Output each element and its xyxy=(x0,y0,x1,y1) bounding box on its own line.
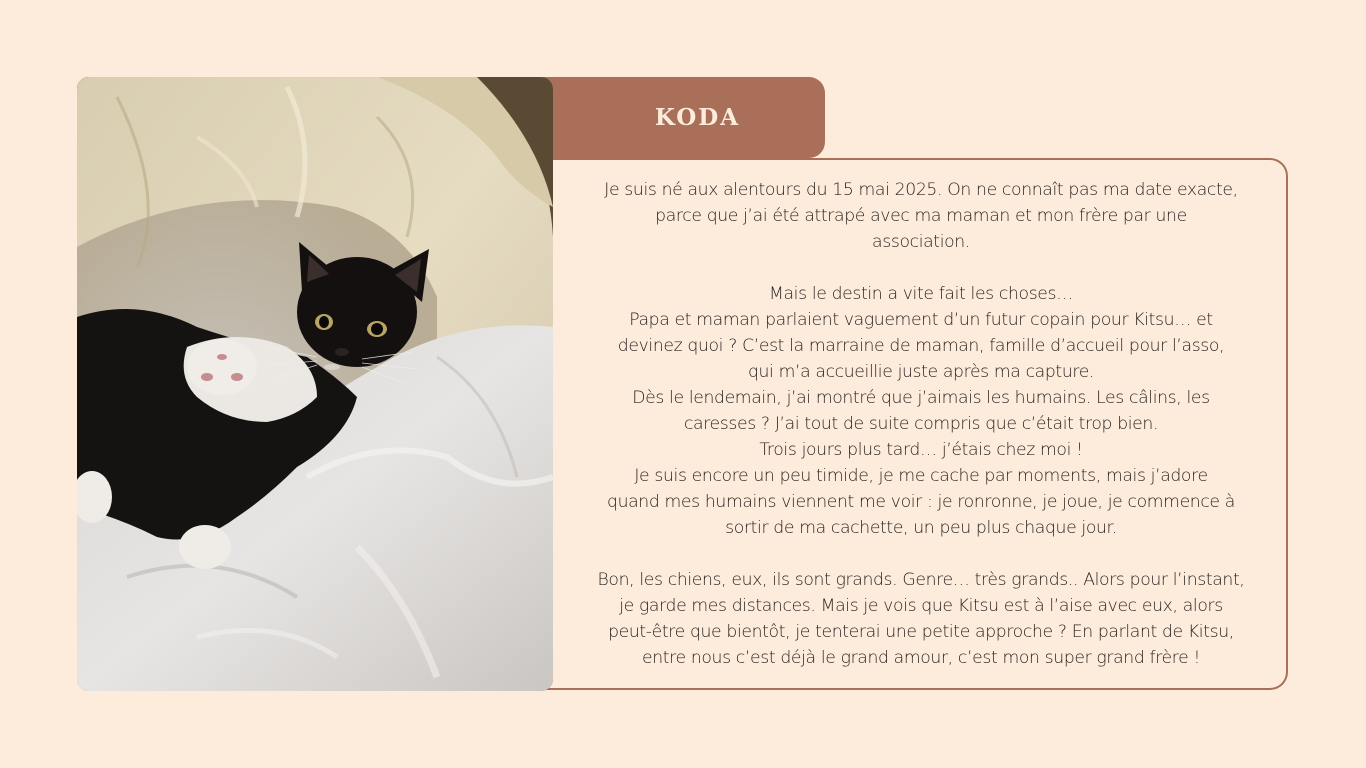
name-tab xyxy=(540,77,825,158)
story-line: qui m’a accueillie juste après ma capture. xyxy=(747,362,1095,382)
story-line: Je suis né aux alentours du 15 mai 2025. On ne connaît pas ma date exacte, xyxy=(604,180,1238,200)
story-line: entre nous c’est déjà le grand amour, c’est mon super grand frère ! xyxy=(641,648,1200,668)
story-line: sortir de ma cachette, un peu plus chaque jour. xyxy=(725,518,1117,538)
story-line: Mais le destin a vite fait les choses… xyxy=(769,284,1073,304)
story-line: je garde mes distances. Mais je vois que Kitsu est à l’aise avec eux, alors xyxy=(619,596,1223,616)
story-line: Dès le lendemain, j’ai montré que j’aimais les humains. Les câlins, les xyxy=(632,388,1210,408)
story-line: Bon, les chiens, eux, ils sont grands. Genre… très grands.. Alors pour l’instant, xyxy=(597,570,1245,590)
story-paragraph-3 xyxy=(556,567,1286,671)
story-line: quand mes humains viennent me voir : je ronronne, je joue, je commence à xyxy=(607,492,1235,512)
kitten-photo xyxy=(77,77,553,691)
story-line: peut-être que bientôt, je tenterai une petite approche ? En parlant de Kitsu, xyxy=(608,622,1234,642)
story-line: Je suis encore un peu timide, je me cache par moments, mais j’adore xyxy=(634,466,1208,486)
story-line: Trois jours plus tard… j’étais chez moi ! xyxy=(759,440,1083,460)
story-paragraph-2 xyxy=(556,281,1286,541)
story-line: devinez quoi ? C’est la marraine de maman, famille d’accueil pour l’asso, xyxy=(617,336,1225,356)
story-paragraph-1 xyxy=(556,177,1286,255)
story-line: caresses ? J’ai tout de suite compris que c’était trop bien. xyxy=(683,414,1159,434)
story-line: parce que j’ai été attrapé avec ma maman et mon frère par une xyxy=(655,206,1187,226)
story-line: association. xyxy=(872,232,970,252)
story-line: Papa et maman parlaient vaguement d’un futur copain pour Kitsu… et xyxy=(629,310,1213,330)
story-text xyxy=(556,177,1286,697)
pet-name: KODA xyxy=(654,104,741,131)
